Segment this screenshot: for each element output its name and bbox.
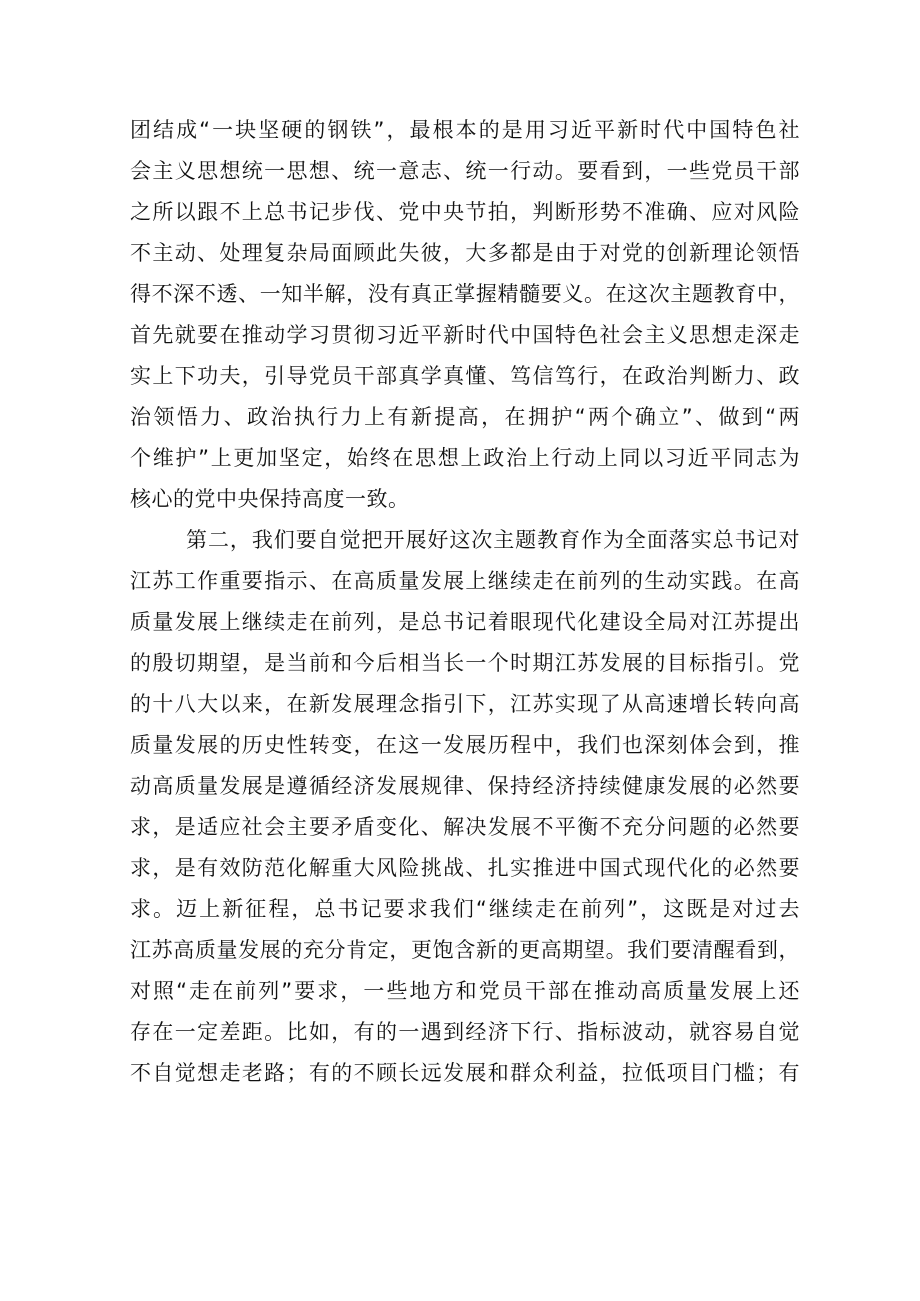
text-line: 求，是有效防范化解重大风险挑战、扎实推进中国式现代化的必然要: [130, 856, 800, 880]
text-line: 动高质量发展是遵循经济发展规律、保持经济持续健康发展的必然要: [130, 774, 800, 798]
text-line: 质量发展的历史性转变，在这一发展历程中，我们也深刻体会到，推: [130, 733, 800, 757]
text-line: 会主义思想统一思想、统一意志、统一行动。要看到，一些党员干部: [130, 159, 800, 183]
paragraph-end-line: 核心的党中央保持高度一致。: [130, 487, 410, 511]
text-line: 之所以跟不上总书记步伐、党中央节拍，判断形势不准确、应对风险: [130, 200, 800, 224]
text-line: 首先就要在推动学习贯彻习近平新时代中国特色社会主义思想走深走: [130, 323, 800, 347]
text-line: 存在一定差距。比如，有的一遇到经济下行、指标波动，就容易自觉: [130, 1020, 800, 1044]
document-body: [130, 110, 800, 1094]
text-line: 对照“走在前列”要求，一些地方和党员干部在推动高质量发展上还: [130, 979, 800, 1003]
text-line: 得不深不透、一知半解，没有真正掌握精髓要义。在这次主题教育中，: [130, 282, 800, 306]
text-line: 求。迈上新征程，总书记要求我们“继续走在前列”，这既是对过去: [130, 897, 800, 921]
text-line: 江苏工作重要指示、在高质量发展上继续走在前列的生动实践。在高: [130, 569, 800, 593]
text-line: 的十八大以来，在新发展理念指引下，江苏实现了从高速增长转向高: [130, 692, 800, 716]
text-line: 个维护”上更加坚定，始终在思想上政治上行动上同以习近平同志为: [130, 446, 800, 470]
text-line: 实上下功夫，引导党员干部真学真懂、笃信笃行，在政治判断力、政: [130, 364, 800, 388]
text-line: 团结成“一块坚硬的钢铁”，最根本的是用习近平新时代中国特色社: [130, 118, 800, 142]
text-line: 治领悟力、政治执行力上有新提高，在拥护“两个确立”、做到“两: [130, 405, 800, 429]
paragraph-first-line: 第二，我们要自觉把开展好这次主题教育作为全面落实总书记对: [186, 528, 800, 552]
text-line: 不主动、处理复杂局面顾此失彼，大多都是由于对党的创新理论领悟: [130, 241, 800, 265]
text-line: 江苏高质量发展的充分肯定，更饱含新的更高期望。我们要清醒看到，: [130, 938, 800, 962]
text-line: 的殷切期望，是当前和今后相当长一个时期江苏发展的目标指引。党: [130, 651, 800, 675]
text-line: 求，是适应社会主要矛盾变化、解决发展不平衡不充分问题的必然要: [130, 815, 800, 839]
text-line: 质量发展上继续走在前列，是总书记着眼现代化建设全局对江苏提出: [130, 610, 800, 634]
text-line: 不自觉想走老路；有的不顾长远发展和群众利益，拉低项目门槛；有: [130, 1061, 800, 1085]
